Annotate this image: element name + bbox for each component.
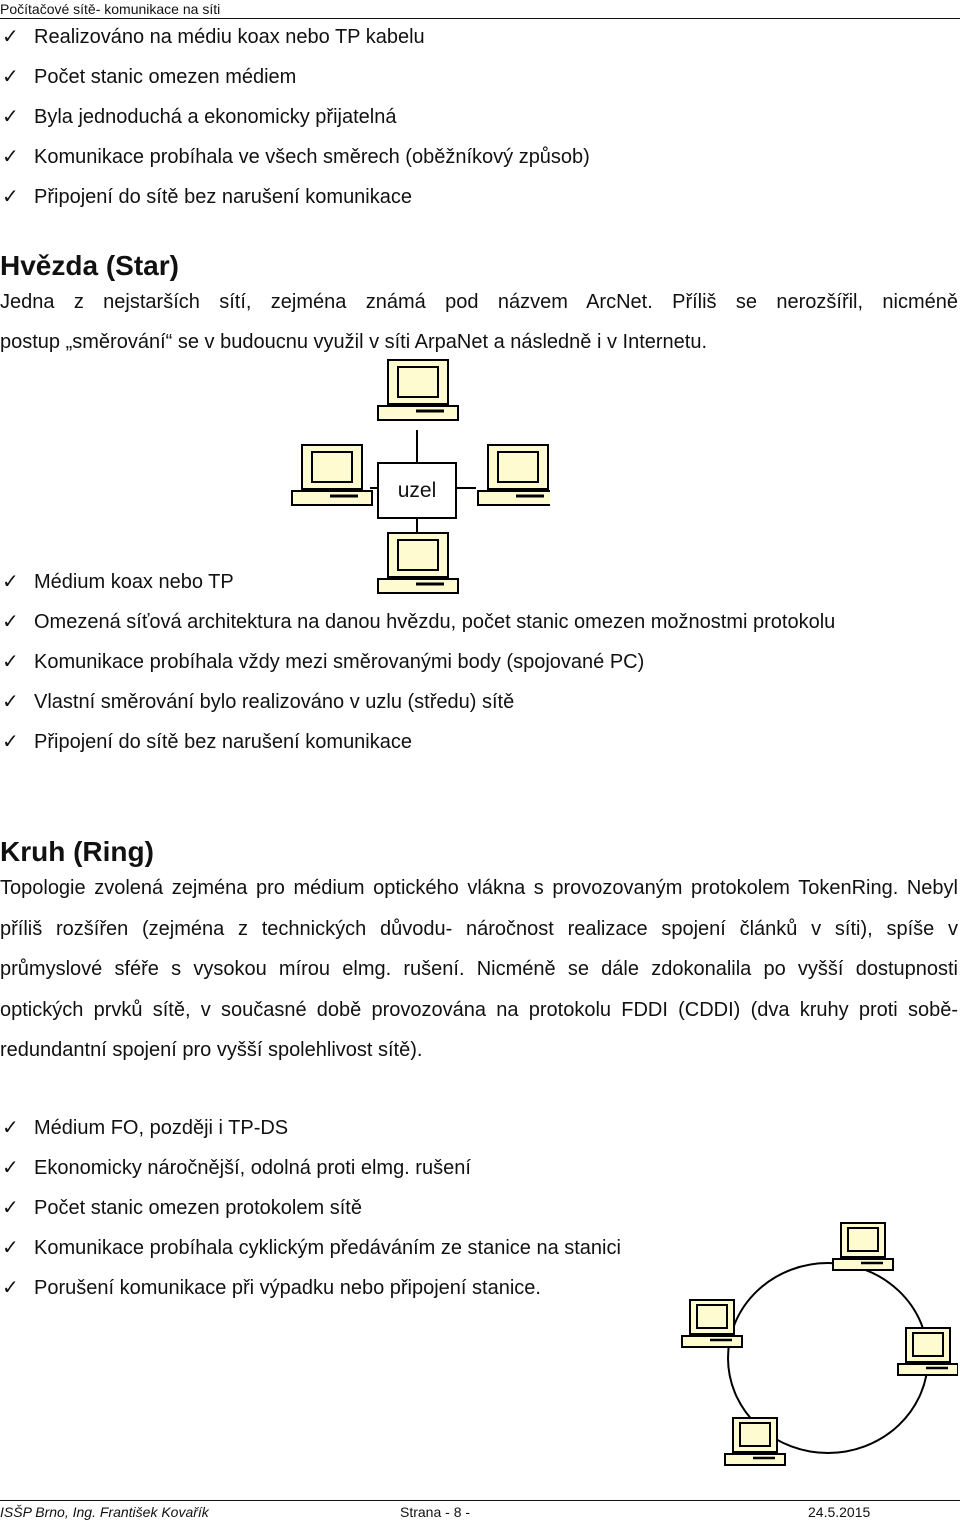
computer-icon	[898, 1328, 958, 1375]
computer-icon	[833, 1223, 893, 1270]
ring-heading: Kruh (Ring)	[0, 836, 154, 867]
list-item: ✓ Médium koax nebo TP	[0, 562, 958, 602]
check-icon: ✓	[2, 146, 19, 168]
list-item: ✓ Vlastní směrování bylo realizováno v uzlu (středu) sítě	[0, 682, 958, 722]
footer-author: ISŠP Brno, Ing. František Kovařík	[0, 1504, 209, 1520]
list-item: ✓ Omezená síťová architektura na danou hvězdu, počet stanic omezen možnostmi protokolu	[0, 602, 958, 642]
ring-paragraph: Topologie zvolená zejména pro médium optického vlákna s provozovaným protokolem TokenRing. Nebyl příliš rozšířen (zejména z technických důvodu- náročnost realizace spojení článků v síti), spíše v průmyslové sféře s vysokou mírou elmg. rušení. Nicméně se dále zdokonalila po vyšší dostupnosti optických prvků sítě, v současné době provozována na protokolu FDDI (CDDI) (dva kruhy proti sobě- redundantní spojení pro vyšší spolehlivost sítě).	[0, 877, 958, 1061]
computer-icon	[292, 445, 372, 505]
check-icon: ✓	[2, 1237, 19, 1259]
list-item: ✓ Byla jednoduchá a ekonomicky přijatelná	[0, 97, 958, 137]
list-item: ✓ Počet stanic omezen protokolem sítě	[0, 1188, 740, 1228]
star-heading: Hvězda (Star)	[0, 250, 179, 281]
list-item: ✓ Připojení do sítě bez narušení komunikace	[0, 177, 958, 217]
footer-date: 24.5.2015	[808, 1504, 871, 1520]
check-icon: ✓	[2, 66, 19, 88]
list-item: ✓ Připojení do sítě bez narušení komunikace	[0, 722, 958, 762]
ring-topology-diagram	[678, 1218, 958, 1473]
computer-icon	[378, 360, 458, 420]
ring-feature-list	[0, 1108, 740, 1308]
page-header-title: Počítačové sítě- komunikace na síti	[0, 1, 221, 17]
check-icon: ✓	[2, 1117, 19, 1139]
check-icon: ✓	[2, 26, 19, 48]
check-icon: ✓	[2, 1277, 19, 1299]
computer-icon	[682, 1300, 742, 1347]
list-item: ✓ Počet stanic omezen médiem	[0, 57, 958, 97]
check-icon: ✓	[2, 691, 19, 713]
list-item: ✓ Ekonomicky náročnější, odolná proti elmg. rušení	[0, 1148, 740, 1188]
computer-icon	[478, 445, 550, 505]
list-item: ✓ Komunikace probíhala ve všech směrech (oběžníkový způsob)	[0, 137, 958, 177]
star-paragraph-line-1: Jednа z nejstarších sítí, zejména známá pod názvem ArcNet. Příliš se nerozšířil, nicméně	[0, 291, 958, 313]
list-item: ✓ Komunikace probíhala cyklickým předáváním ze stanice na stanici	[0, 1228, 740, 1268]
check-icon: ✓	[2, 571, 19, 593]
check-icon: ✓	[2, 186, 19, 208]
star-feature-list	[0, 562, 958, 762]
check-icon: ✓	[2, 1157, 19, 1179]
check-icon: ✓	[2, 651, 19, 673]
computer-icon	[725, 1418, 785, 1465]
check-icon: ✓	[2, 611, 19, 633]
check-icon: ✓	[2, 731, 19, 753]
check-icon: ✓	[2, 106, 19, 128]
star-paragraph-line-2: postup „směrování“ se v budoucnu využil v síti ArpaNet a následně i v Internetu.	[0, 331, 708, 353]
bus-feature-list	[0, 17, 958, 217]
check-icon: ✓	[2, 1197, 19, 1219]
footer-divider	[0, 1500, 960, 1501]
node-label: uzel	[397, 479, 437, 502]
list-item: ✓ Porušení komunikace při výpadku nebo připojení stanice.	[0, 1268, 740, 1308]
footer-page-number: Strana - 8 -	[400, 1504, 471, 1520]
list-item: ✓ Médium FO, později i TP-DS	[0, 1108, 740, 1148]
list-item: ✓ Realizováno na médiu koax nebo TP kabelu	[0, 17, 958, 57]
list-item: ✓ Komunikace probíhala vždy mezi směrovanými body (spojované PC)	[0, 642, 958, 682]
